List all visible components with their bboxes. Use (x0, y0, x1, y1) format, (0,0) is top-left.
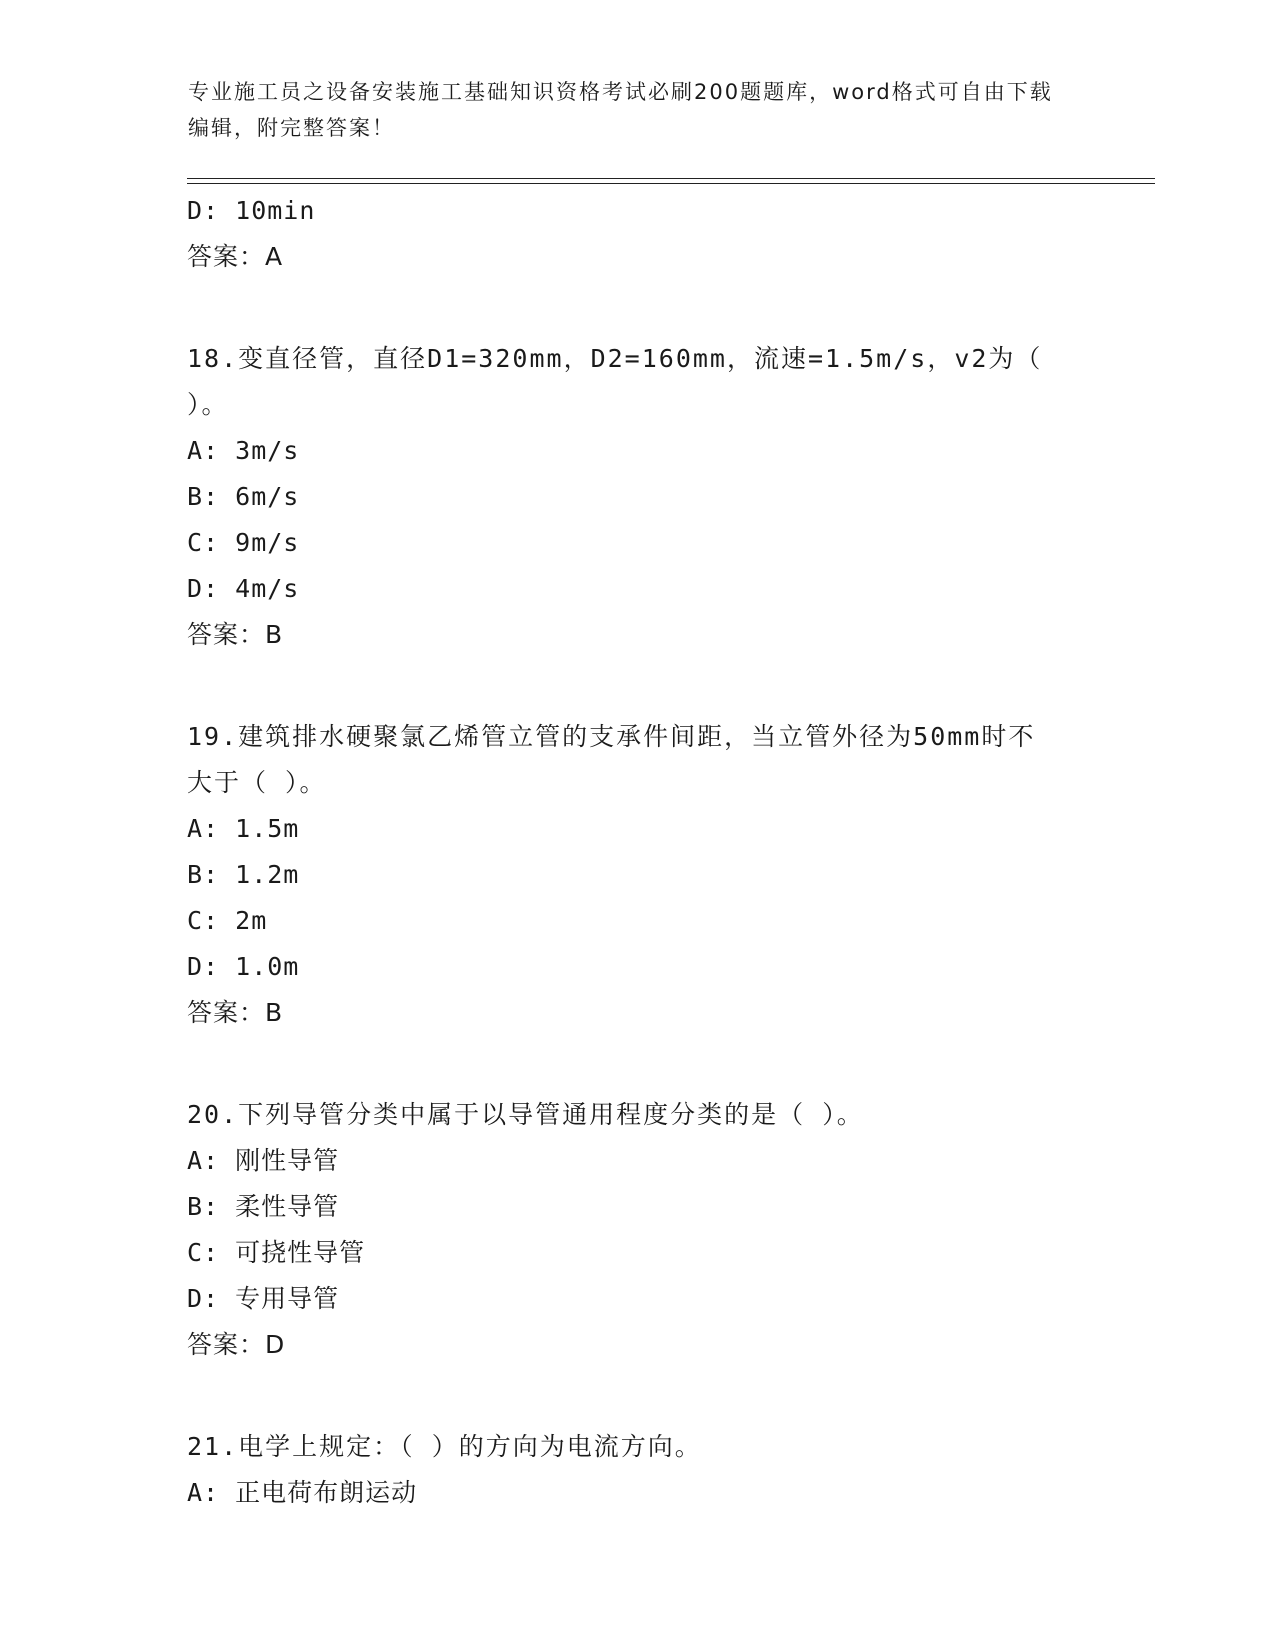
option-d: D: 10min (187, 196, 316, 225)
option-a: A: 1.5m (187, 814, 300, 843)
question-21 (187, 1424, 1087, 1516)
option-d: D: 1.0m (187, 952, 300, 981)
option-b: B: 柔性导管 (187, 1192, 340, 1221)
option-c: C: 可挠性导管 (187, 1238, 366, 1267)
question-stem: 19.建筑排水硬聚氯乙烯管立管的支承件间距，当立管外径为50mm时不大于（ ）。 (187, 722, 1036, 797)
option-a: A: 正电荷布朗运动 (187, 1478, 418, 1507)
question-stem: 21.电学上规定：（ ）的方向为电流方向。 (187, 1432, 702, 1461)
option-d: D: 专用导管 (187, 1284, 340, 1313)
question-stem: 18.变直径管，直径D1=320mm，D2=160mm，流速=1.5m/s，v2为（ ）。 (187, 344, 1043, 419)
answer-line: 答案：D (187, 1330, 286, 1359)
answer-line: 答案：B (187, 998, 284, 1027)
question-content (187, 188, 1087, 1516)
option-b: B: 6m/s (187, 482, 300, 511)
answer-line: 答案：B (187, 620, 284, 649)
question-stem: 20.下列导管分类中属于以导管通用程度分类的是（ ）。 (187, 1100, 864, 1129)
header-divider-bottom (187, 183, 1155, 184)
question-20 (187, 1092, 1087, 1368)
answer-line: 答案：A (187, 242, 284, 271)
document-header: 专业施工员之设备安装施工基础知识资格考试必刷200题题库，word格式可自由下载编辑，附完整答案！ (188, 80, 1053, 140)
option-a: A: 刚性导管 (187, 1146, 340, 1175)
option-a: A: 3m/s (187, 436, 300, 465)
option-d: D: 4m/s (187, 574, 300, 603)
option-b: B: 1.2m (187, 860, 300, 889)
question-18 (187, 336, 1087, 658)
question-19 (187, 714, 1087, 1036)
header-divider-top (187, 178, 1155, 179)
option-c: C: 2m (187, 906, 268, 935)
option-c: C: 9m/s (187, 528, 300, 557)
